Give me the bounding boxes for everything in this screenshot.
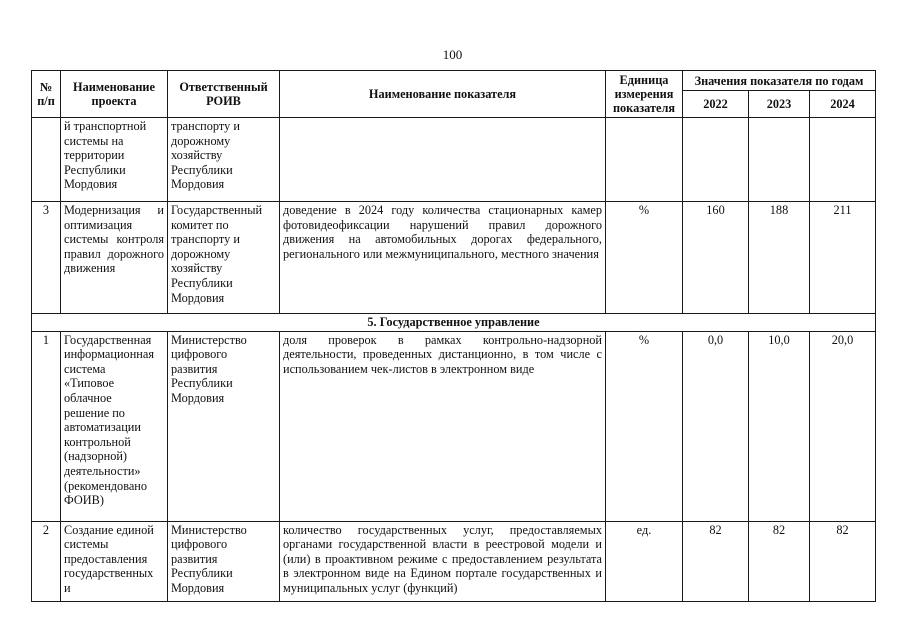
table-header [32, 71, 876, 118]
page-number: 100 [442, 47, 463, 62]
row-value-2022: 160 [683, 202, 749, 314]
table-row [32, 331, 876, 521]
section-title: 5. Государственное управление [32, 314, 876, 332]
indicators-table [31, 70, 876, 602]
row-roiv: Министерство цифрового развития Республики Мордовия [168, 521, 280, 601]
row-value-2024: 20,0 [810, 331, 876, 521]
row-value-2023: 10,0 [749, 331, 810, 521]
header-project: Наименование проекта [61, 71, 168, 118]
row-roiv: Министерство цифрового развития Республики Мордовия [168, 331, 280, 521]
row-value-2023: 82 [749, 521, 810, 601]
row-value-2024 [810, 118, 876, 202]
row-num: 2 [32, 521, 61, 601]
row-indicator: доля проверок в рамках контрольно-надзорной деятельности, проведенных дистанционно, в том числе с использованием чек-листов в электронном виде [280, 331, 606, 521]
table-row [32, 202, 876, 314]
row-num: 1 [32, 331, 61, 521]
row-value-2022: 82 [683, 521, 749, 601]
row-indicator: количество государственных услуг, предоставляемых органами государственной власти в реестровой модели и (или) в проактивном режиме с предоставлением результата в электронном виде на Едином портале государственных и муниципальных услуг (функций) [280, 521, 606, 601]
row-value-2023 [749, 118, 810, 202]
table-body [32, 118, 876, 602]
row-unit: % [606, 331, 683, 521]
row-value-2023: 188 [749, 202, 810, 314]
row-num: 3 [32, 202, 61, 314]
row-project: Модернизация и оптимизация системы контроля правил дорожного движения [61, 202, 168, 314]
row-value-2024: 82 [810, 521, 876, 601]
table-row [32, 118, 876, 202]
row-num [32, 118, 61, 202]
row-roiv: транспорту и дорожному хозяйству Республики Мордовия [168, 118, 280, 202]
row-indicator: доведение в 2024 году количества стационарных камер фотовидеофиксации нарушений правил дорожного движения на автомобильных дорогах федерального, регионального или межмуниципального, местного значения [280, 202, 606, 314]
row-project: Государственная информационная система «Типовое облачное решение по автоматизации контрольной (надзорной) деятельности» (рекомендовано ФОИВ) [61, 331, 168, 521]
section-row [32, 314, 876, 332]
header-year-2023: 2023 [749, 91, 810, 118]
row-unit: % [606, 202, 683, 314]
row-unit [606, 118, 683, 202]
row-project: Создание единой системы предоставления государственных и [61, 521, 168, 601]
header-roiv: Ответственный РОИВ [168, 71, 280, 118]
row-roiv: Государственный комитет по транспорту и дорожному хозяйству Республики Мордовия [168, 202, 280, 314]
header-values-group: Значения показателя по годам [683, 71, 876, 91]
row-value-2022 [683, 118, 749, 202]
row-indicator [280, 118, 606, 202]
row-value-2024: 211 [810, 202, 876, 314]
header-indicator: Наименование показателя [280, 71, 606, 118]
header-year-2024: 2024 [810, 91, 876, 118]
header-unit: Единица измерения показателя [606, 71, 683, 118]
header-num: № п/п [32, 71, 61, 118]
row-value-2022: 0,0 [683, 331, 749, 521]
table-row [32, 521, 876, 601]
header-year-2022: 2022 [683, 91, 749, 118]
row-unit: ед. [606, 521, 683, 601]
row-project: й транспортной системы на территории Республики Мордовия [61, 118, 168, 202]
